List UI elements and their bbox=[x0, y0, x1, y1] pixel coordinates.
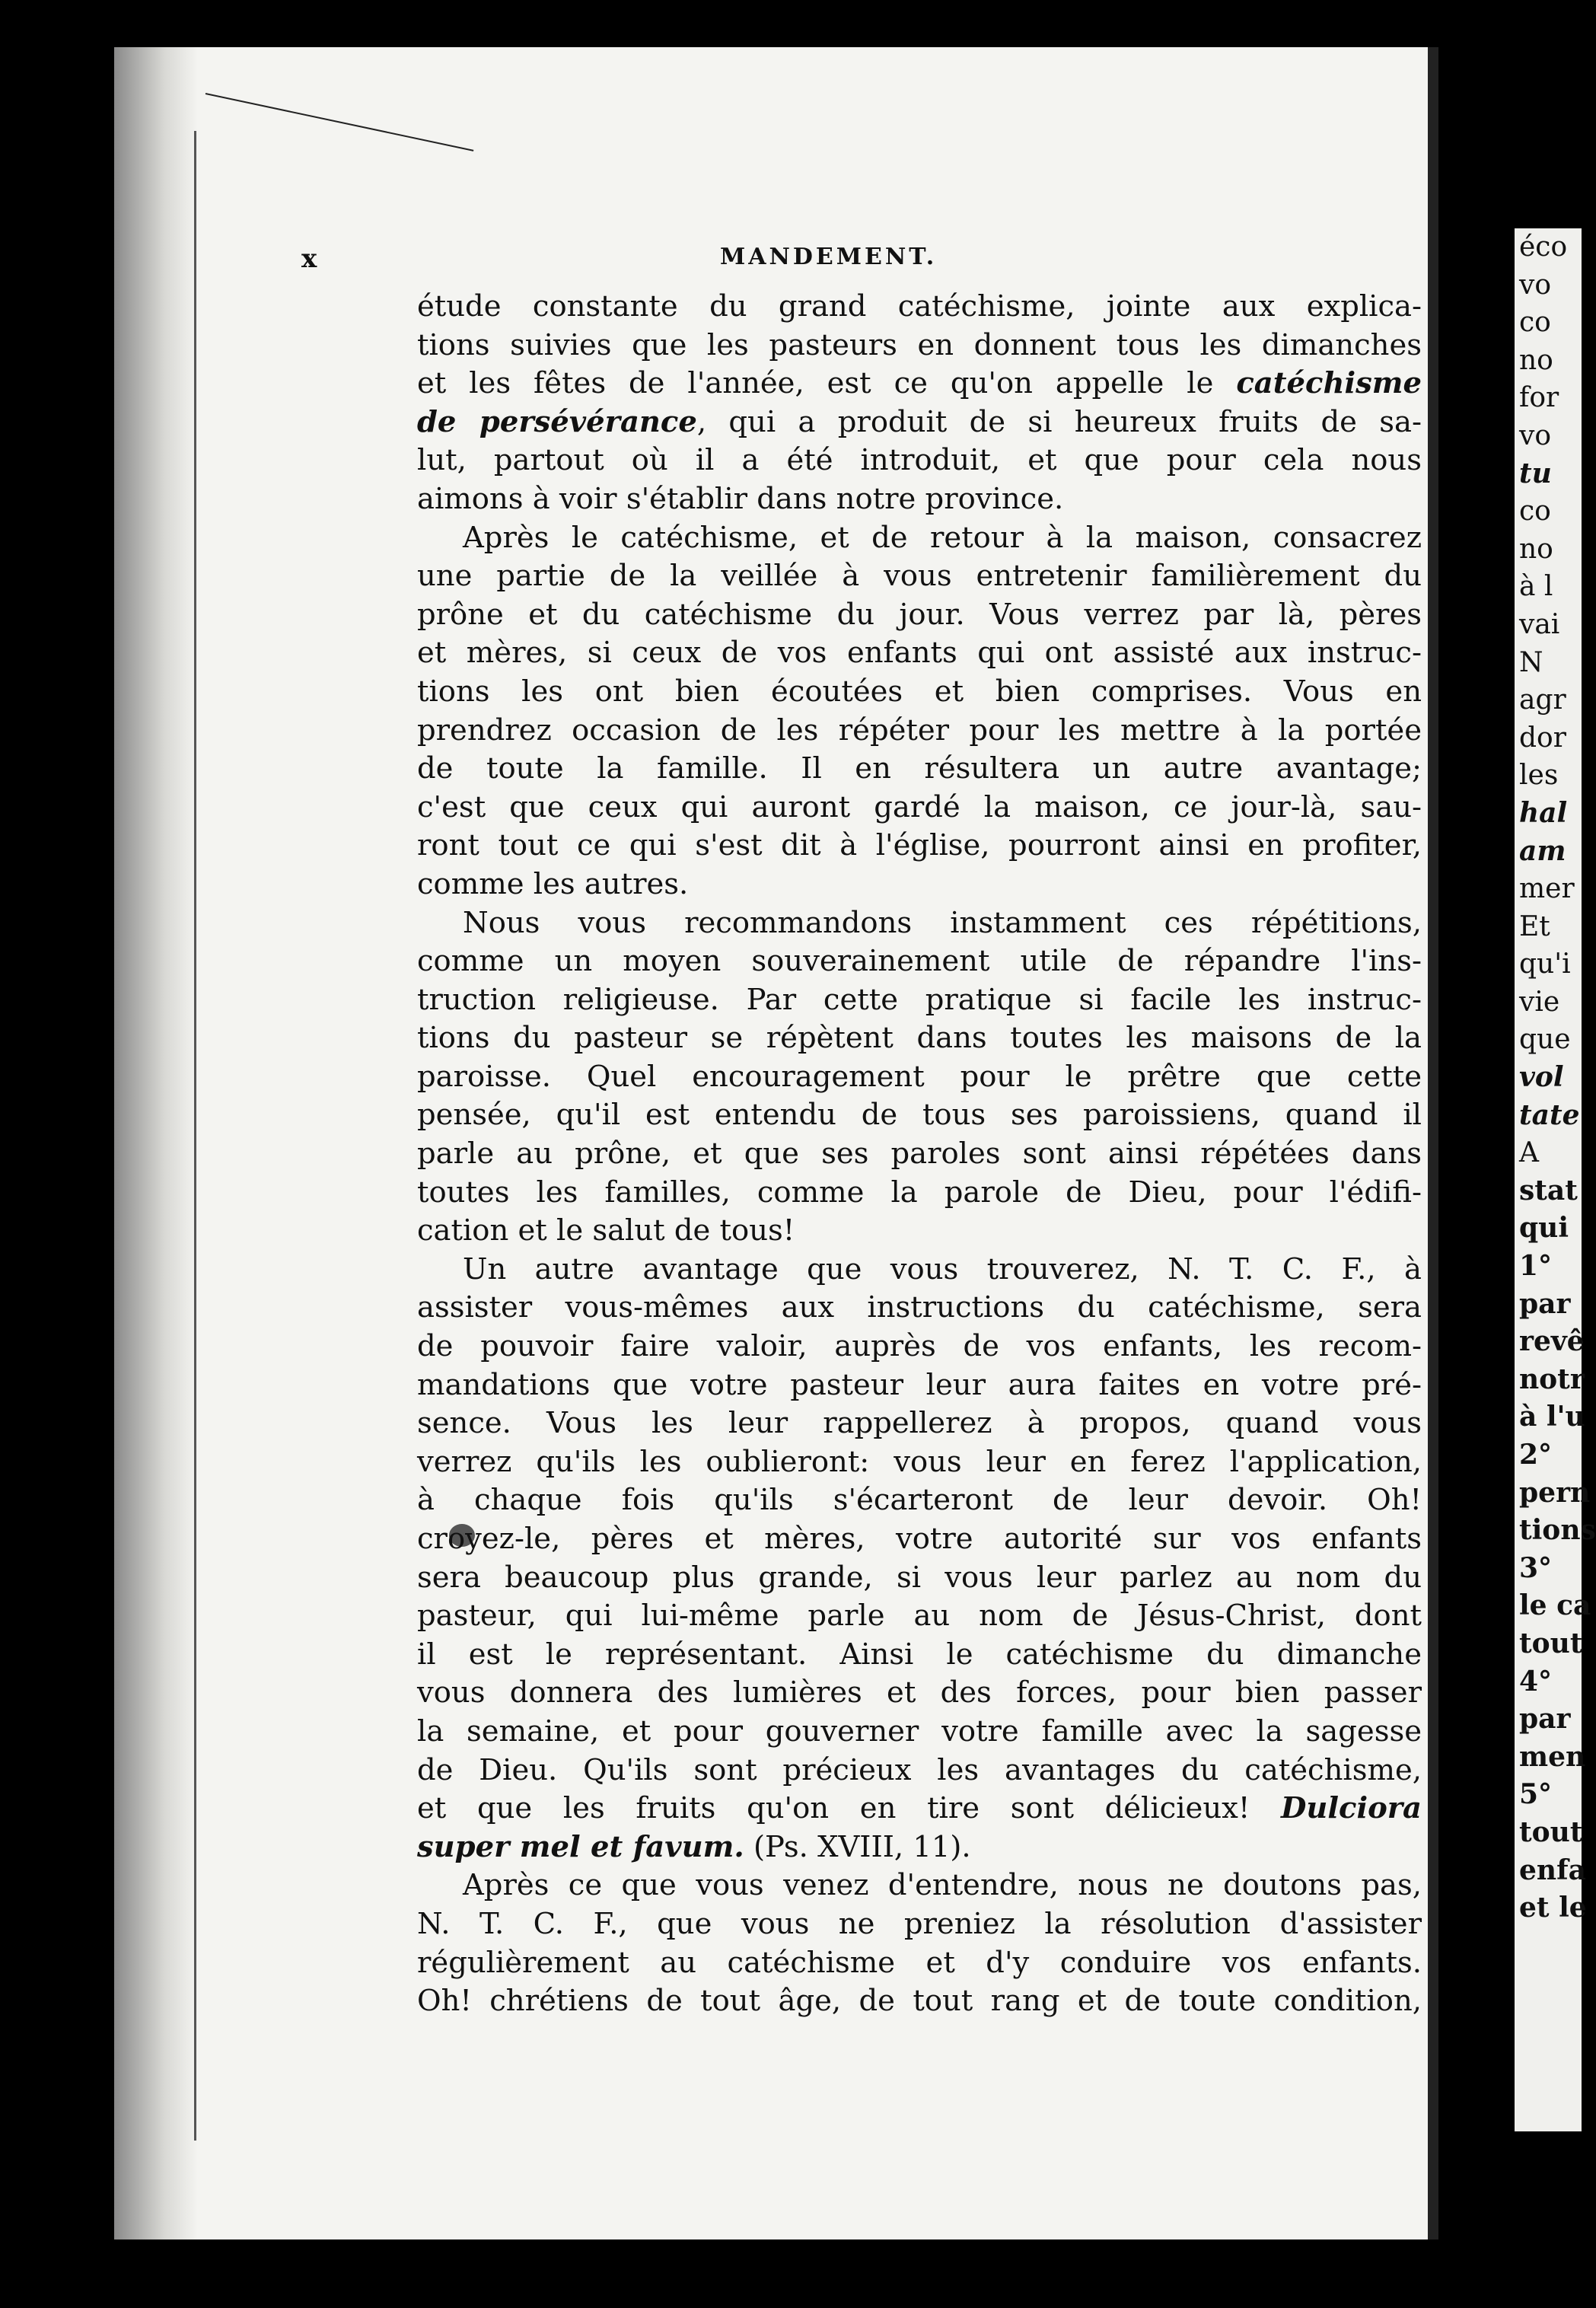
text-line: et que les fruits qu'on en tire sont délicieux! Dulciora bbox=[417, 1791, 1422, 1826]
adjacent-fragment: dor bbox=[1519, 722, 1566, 754]
text-line: régulièrement au catéchisme et d'y conduire vos enfants. bbox=[417, 1945, 1422, 1980]
text-line: croyez-le, pères et mères, votre autorité sur vos enfants bbox=[417, 1522, 1422, 1556]
adjacent-fragment: vai bbox=[1519, 608, 1560, 640]
adjacent-fragment: agr bbox=[1519, 684, 1566, 716]
adjacent-fragment: les bbox=[1519, 760, 1559, 792]
adjacent-fragment: par bbox=[1519, 1287, 1571, 1320]
text-line: étude constante du grand catéchisme, jointe aux explica- bbox=[417, 289, 1422, 324]
adjacent-fragment: N bbox=[1519, 646, 1543, 678]
text-line: tions les ont bien écoutées et bien comprises. Vous en bbox=[417, 674, 1422, 709]
adjacent-fragment: for bbox=[1519, 382, 1559, 414]
text-line: sera beaucoup plus grande, si vous leur parlez au nom du bbox=[417, 1560, 1422, 1595]
adjacent-fragment: A bbox=[1519, 1137, 1539, 1169]
text-line: Après le catéchisme, et de retour à la maison, consacrez bbox=[463, 520, 1422, 555]
adjacent-fragment: tu bbox=[1519, 457, 1552, 489]
emphasis: Dulciora bbox=[1281, 1791, 1422, 1826]
text-line: à chaque fois qu'ils s'écarteront de leur devoir. Oh! bbox=[417, 1483, 1422, 1518]
text-line: la semaine, et pour gouverner votre famille avec la sagesse bbox=[417, 1713, 1422, 1749]
adjacent-fragment: tout bbox=[1519, 1627, 1583, 1659]
text-line: verrez qu'ils les oublieront: vous leur en ferez l'application, bbox=[417, 1444, 1422, 1479]
adjacent-fragment: par bbox=[1519, 1703, 1571, 1736]
emphasis: de persévérance bbox=[417, 404, 697, 439]
text-line: vous donnera des lumières et des forces, pour bien passer bbox=[417, 1675, 1422, 1710]
text-line: super mel et favum. (Ps. XVIII, 11). bbox=[417, 1829, 971, 1864]
adjacent-fragment: à l'u bbox=[1519, 1401, 1585, 1433]
adjacent-fragment: Et bbox=[1519, 910, 1550, 942]
text-line: truction religieuse. Par cette pratique si facile les instruc- bbox=[417, 982, 1422, 1017]
adjacent-fragment: 1° bbox=[1519, 1250, 1553, 1283]
adjacent-fragment: qu'i bbox=[1519, 948, 1571, 980]
text-line: Oh! chrétiens de tout âge, de tout rang et de toute condition, bbox=[417, 1984, 1422, 2019]
text-line: Un autre avantage que vous trouverez, N. T. C. F., à bbox=[463, 1251, 1422, 1286]
text-line: c'est que ceux qui auront gardé la maison, ce jour-là, sau- bbox=[417, 789, 1422, 824]
adjacent-fragment: vol bbox=[1519, 1061, 1564, 1094]
adjacent-fragment: mer bbox=[1519, 873, 1575, 905]
adjacent-fragment: éco bbox=[1519, 231, 1568, 263]
adjacent-fragment: tout bbox=[1519, 1815, 1583, 1848]
text-line: Après ce que vous venez d'entendre, nous ne doutons pas, bbox=[463, 1868, 1422, 1903]
adjacent-fragment: co bbox=[1519, 496, 1551, 528]
page-header bbox=[301, 244, 1413, 282]
text-line: prendrez occasion de les répéter pour les mettre à la portée bbox=[417, 712, 1422, 748]
folio-number: x bbox=[301, 244, 317, 274]
adjacent-fragment: tions bbox=[1519, 1514, 1596, 1547]
text-line: aimons à voir s'établir dans notre province. bbox=[417, 481, 1064, 516]
adjacent-fragment: 4° bbox=[1519, 1665, 1553, 1698]
text-line: comme un moyen souverainement utile de répandre l'ins- bbox=[417, 944, 1422, 979]
text-line: tions suivies que les pasteurs en donnent tous les dimanches bbox=[417, 327, 1422, 362]
text-line: mandations que votre pasteur leur aura faites en votre pré- bbox=[417, 1367, 1422, 1402]
adjacent-fragment: hal bbox=[1519, 796, 1568, 829]
adjacent-fragment: 2° bbox=[1519, 1439, 1553, 1471]
adjacent-fragment: vo bbox=[1519, 419, 1552, 451]
adjacent-fragment: men bbox=[1519, 1740, 1586, 1773]
adjacent-fragment: le ca bbox=[1519, 1589, 1591, 1622]
text-line: une partie de la veillée à vous entretenir familièrement du bbox=[417, 559, 1422, 594]
text-line: de toute la famille. Il en résultera un autre avantage; bbox=[417, 751, 1422, 786]
text-line: et mères, si ceux de vos enfants qui ont assisté aux instruc- bbox=[417, 636, 1422, 671]
adjacent-fragment: 3° bbox=[1519, 1551, 1553, 1584]
text-line: N. T. C. F., que vous ne preniez la résolution d'assister bbox=[417, 1906, 1422, 1941]
text-line: Nous vous recommandons instamment ces répétitions, bbox=[463, 905, 1422, 940]
text-line: assister vous-mêmes aux instructions du catéchisme, sera bbox=[417, 1290, 1422, 1325]
adjacent-fragment: et le bbox=[1519, 1892, 1587, 1924]
binding-shadow bbox=[114, 47, 198, 2239]
adjacent-fragment: à l bbox=[1519, 571, 1553, 603]
text-line: ront tout ce qui s'est dit à l'église, pourront ainsi en profiter, bbox=[417, 828, 1422, 863]
adjacent-fragment: 5° bbox=[1519, 1778, 1553, 1811]
page-edge bbox=[1428, 47, 1438, 2239]
adjacent-fragment: tate bbox=[1519, 1098, 1580, 1131]
adjacent-fragment: qui bbox=[1519, 1212, 1569, 1245]
text-line: parle au prône, et que ses paroles sont ainsi répétées dans bbox=[417, 1136, 1422, 1172]
margin-rule bbox=[194, 131, 196, 2141]
text-line: pasteur, qui lui-même parle au nom de Jésus-Christ, dont bbox=[417, 1599, 1422, 1634]
text-line: prône et du catéchisme du jour. Vous verrez par là, pères bbox=[417, 597, 1422, 632]
running-head: MANDEMENT. bbox=[720, 244, 938, 270]
text-line: paroisse. Quel encouragement pour le prêtre que cette bbox=[417, 1059, 1422, 1094]
adjacent-fragment: no bbox=[1519, 344, 1553, 376]
text-line: comme les autres. bbox=[417, 866, 689, 901]
adjacent-fragment: que bbox=[1519, 1024, 1571, 1056]
adjacent-fragment: co bbox=[1519, 307, 1551, 339]
text-line: et les fêtes de l'année, est ce qu'on appelle le catéchisme bbox=[417, 366, 1422, 401]
text-line: lut, partout où il a été introduit, et que pour cela nous bbox=[417, 443, 1422, 478]
emphasis: super mel et favum. bbox=[417, 1829, 744, 1864]
text-line: de Dieu. Qu'ils sont précieux les avantages du catéchisme, bbox=[417, 1752, 1422, 1787]
text-line: de persévérance, qui a produit de si heureux fruits de sa- bbox=[417, 404, 1422, 439]
text-line: cation et le salut de tous! bbox=[417, 1213, 795, 1248]
text-line: tions du pasteur se répètent dans toutes les maisons de la bbox=[417, 1021, 1422, 1056]
text-line: sence. Vous les leur rappellerez à propos, quand vous bbox=[417, 1406, 1422, 1441]
adjacent-fragment: pern bbox=[1519, 1476, 1591, 1509]
scan-artifact-line bbox=[205, 93, 474, 151]
text-line: il est le représentant. Ainsi le catéchisme du dimanche bbox=[417, 1637, 1422, 1672]
adjacent-page-column bbox=[1515, 228, 1596, 2131]
adjacent-fragment: notr bbox=[1519, 1363, 1585, 1395]
text-line: toutes les familles, comme la parole de Dieu, pour l'édifi- bbox=[417, 1175, 1422, 1210]
adjacent-fragment: stat bbox=[1519, 1174, 1578, 1207]
adjacent-fragment: vie bbox=[1519, 986, 1560, 1018]
adjacent-fragment: am bbox=[1519, 834, 1566, 867]
body-text bbox=[417, 288, 1422, 2021]
adjacent-fragment: no bbox=[1519, 533, 1553, 565]
adjacent-fragment: vo bbox=[1519, 269, 1552, 301]
text-line: pensée, qu'il est entendu de tous ses paroissiens, quand il bbox=[417, 1098, 1422, 1133]
emphasis: catéchisme bbox=[1236, 366, 1422, 401]
text-line: de pouvoir faire valoir, auprès de vos enfants, les recom- bbox=[417, 1329, 1422, 1364]
adjacent-fragment: revê bbox=[1519, 1325, 1585, 1358]
adjacent-fragment: enfa bbox=[1519, 1854, 1586, 1886]
